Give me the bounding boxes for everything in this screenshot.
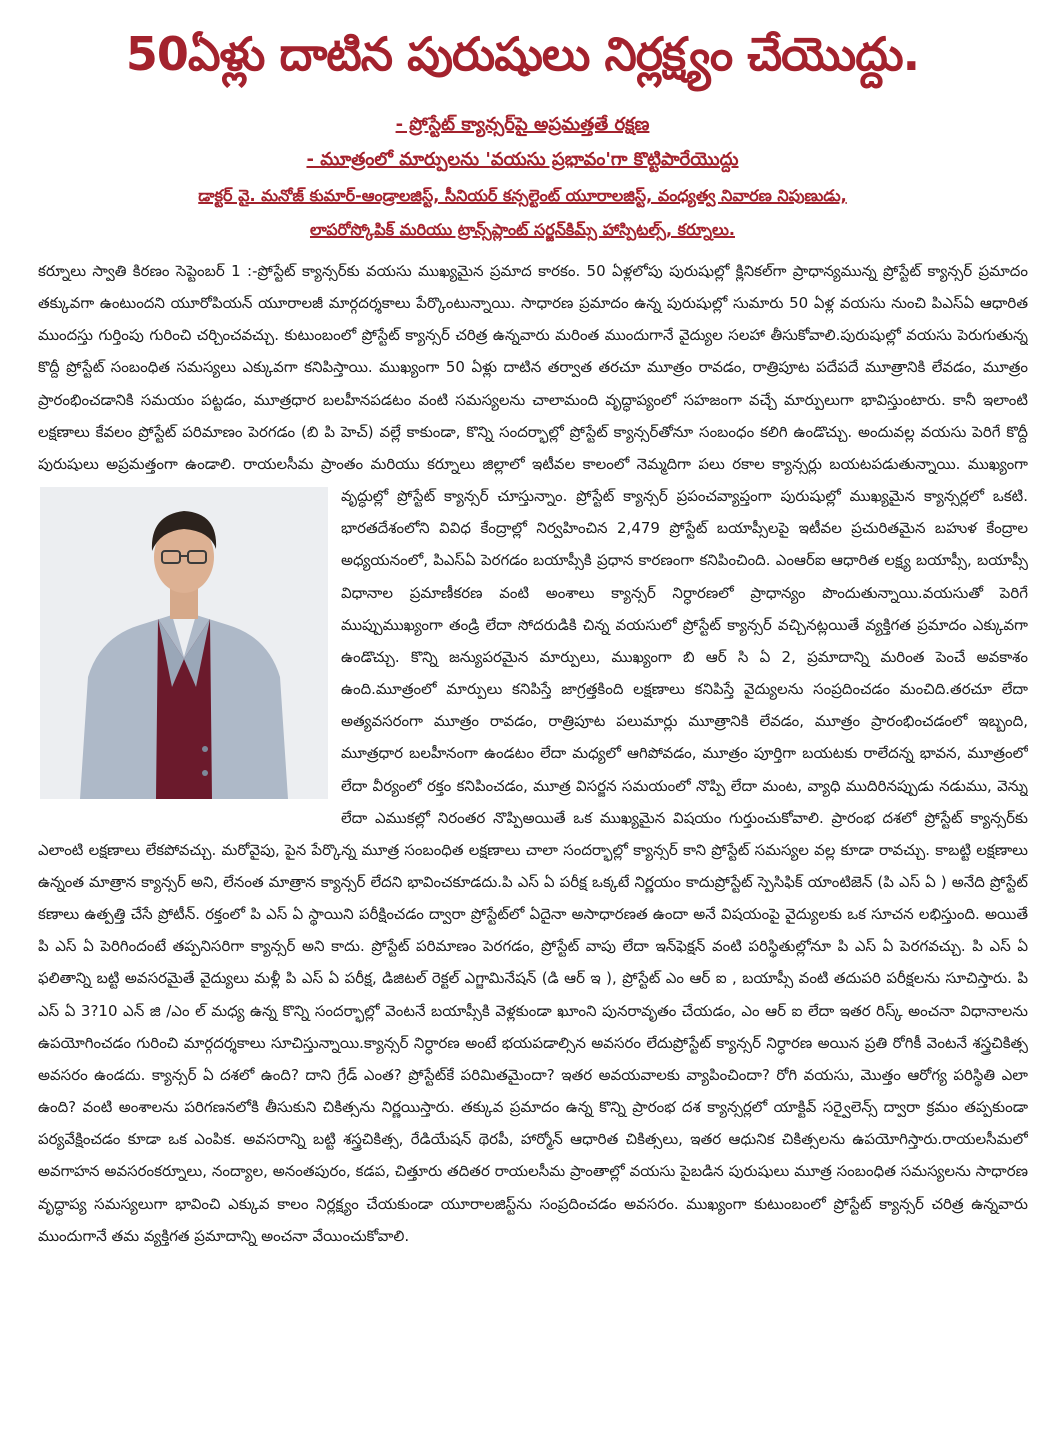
doctor-photo (40, 487, 328, 799)
article-paragraph-intro: కర్నూలు స్వాతి కిరణం సెప్టెంబర్ 1 :-ప్రోస్టేట్ క్యాన్సర్‌కు వయసు ముఖ్యమైన ప్రమాద కారకం. 50 ఏళ్లలోపు పురుషుల్లో క్లినికల్‌గా ప్రాధాన్యమున్న ప్రోస్టేట్ క్యాన్సర్ ప్రమాదం తక్కువగా ఉంటుందని యూరోపియన్ యూరాలజీ మార్గదర్శకాలు పేర్కొంటున్నాయి. సాధారణ ప్రమాదం ఉన్న పురుషుల్లో సుమారు 50 ఏళ్ల వయసు నుంచి పిఎస్ఏ ఆధారిత ముందస్తు గుర్తింపు గురించి చర్చించవచ్చు. కుటుంబంలో ప్రోస్టేట్ క్యాన్సర్ చరిత్ర ఉన్నవారు మరింత ముందుగానే వైద్యుల సలహా తీసుకోవాలి.పురుషుల్లో వయసు పెరుగుతున్న కొద్దీ ప్రోస్టేట్ సంబంధిత సమస్యలు ఎక్కువగా కనిపిస్తాయి. ముఖ్యంగా 50 ఏళ్లు దాటిన తర్వాత తరచూ మూత్రం రావడం, రాత్రిపూట పదేపదే మూత్రానికి లేవడం, మూత్రం ప్రారంభించడానికి సమయం పట్టడం, మూత్రధార బలహీనపడటం వంటి సమస్యలను చాలామంది వృద్ధాప్యంలో సహజంగా వచ్చే మార్పులుగా భావిస్తుంటారు. కానీ ఇలాంటి లక్షణాలు కేవలం ప్రోస్టేట్ పరిమాణం పెరగడం (బి పి హెచ్) వల్లే కాకుండా, కొన్ని సందర్భాల్లో ప్రోస్టేట్ క్యాన్సర్‌తోనూ సంబంధం కలిగి ఉండొచ్చు. అందువల్ల వయసు పెరిగే కొద్దీ పురుషులు అప్రమత్తంగా ఉండాలి. రాయలసీమ ప్రాంతం మరియు కర్నూలు జిల్లాలో ఇటీవల కాలంలో నెమ్మదిగా పలు రకాల క్యాన్సర్లు బయటపడుతున్నాయి. ముఖ్యంగా వృద్ధుల్లో ప్రోస్టేట్ క్యాన్సర్ చూస్తున్నాం. ప్రోస్టేట్ క్యాన్సర్ ప్రపంచవ్యాప్తంగా (38, 262, 1028, 506)
author-credit-line-2: లాపరోస్కోపిక్ మరియు ట్రాన్స్‌ప్లాంట్ సర్జన్‌కిమ్స్ హాస్పిటల్స్, కర్నూలు. (309, 220, 735, 239)
article-paragraph-main: పురుషుల్లో ముఖ్యమైన క్యాన్సర్లలో ఒకటి. భారతదేశంలోని వివిధ కేంద్రాల్లో నిర్వహించిన 2,479 ప్రోస్టేట్ బయాప్సీలపై ఇటీవల ప్రచురితమైన బహుళ కేంద్రాల అధ్యయనంలో, పిఎస్ఏ పెరగడం బయాప్సీకి ప్రధాన కారణంగా కనిపించింది. ఎంఆర్ఐ ఆధారిత లక్ష్య బయాప్సీ, బయాప్సీ విధానాల ప్రమాణీకరణ వంటి అంశాలు క్యాన్సర్ నిర్ధారణలో ప్రాధాన్యం పొందుతున్నాయి.వయసుతో పెరిగే ముప్పుముఖ్యంగా తండ్రి లేదా సోదరుడికి చిన్న వయసులో ప్రోస్టేట్ క్యాన్సర్ వచ్చినట్లయితే వ్యక్తిగత ప్రమాదం ఎక్కువగా ఉండొచ్చు. కొన్ని జన్యుపరమైన మార్పులు, ముఖ్యంగా బి ఆర్ సి ఏ 2, ప్రమాదాన్ని మరింత పెంచే అవకాశం ఉంది.మూత్రంలో మార్పులు కనిపిస్తే జాగ్రత్తకింది లక్షణాలు కనిపిస్తే వైద్యులను సంప్రదించడం మంచిది.తరచూ లేదా అత్యవసరంగా మూత్రం రావడం, రాత్రిపూట పలుమార్లు మూత్రానికి లేవడం, మూత్రం ప్రారంభించడంలో ఇబ్బంది, మూత్రధార బలహీనంగా ఉండటం లేదా మధ్యలో ఆగిపోవడం, మూత్రం పూర్తిగా బయటకు రాలేదన్న భావన, మూత్రంలో లేదా వీర్యంలో రక్తం కనిపించడం, మూత్ర విసర్జన సమయంలో నొప్పి లేదా మంట, వ్యాధి ముదిరినప్పుడు నడుము, వెన్ను లేదా ఎముకల్లో నిరంతర నొప్పిఅయితే ఒక ముఖ్యమైన విషయం గుర్తుంచుకోవాలి. ప్రారంభ దశలో ప్రోస్టేట్ క్యాన్సర్‌కు ఎలాంటి లక్షణాలు లేకపోవచ్చు. మరోవైపు, పైన పేర్కొన్న మూత్ర సంబంధిత లక్షణాలు చాలా సందర్భాల్లో క్యాన్సర్ కాని ప్రోస్టేట్ సమస్యల వల్ల కూడా రావచ్చు. కాబట్టి లక్షణాలు ఉన్నంత మాత్రాన క్యాన్సర్ అని, లేనంత మాత్రాన క్యాన్సర్ లేదని భావించకూడదు.పి ఎస్ ఏ పరీక్ష ఒక్కటే నిర్ణయం కాదుప్రోస్టేట్ స్పెసిఫిక్ యాంటిజెన్ (పి ఎస్ ఏ ) అనేది ప్రోస్టేట్ కణాలు ఉత్పత్తి చేసే ప్రోటీన్. రక్తంలో పి ఎస్ ఏ స్థాయిని పరీక్షించడం ద్వారా ప్రోస్టేట్‌లో ఏదైనా అసాధారణత ఉందా అనే విషయంపై వైద్యులకు ఒక సూచన లభిస్తుంది. అయితే పి ఎస్ ఏ పెరిగిందంటే తప్పనిసరిగా క్యాన్సర్ అని కాదు. ప్రోస్టేట్ పరిమాణం పెరగడం, ప్రోస్టేట్ వాపు లేదా ఇన్‌ఫెక్షన్ వంటి పరిస్థితుల్లోనూ పి ఎస్ ఏ పెరగవచ్చు. పి ఎస్ ఏ ఫలితాన్ని బట్టి అవసరమైతే వైద్యులు మళ్లీ పి ఎస్ ఏ పరీక్ష, డిజిటల్ రెక్టల్ ఎగ్జామినేషన్ (డి ఆర్ ఇ ), ప్రోస్టేట్ ఎం ఆర్ ఐ , బయాప్సీ వంటి తదుపరి పరీక్షలను సూచిస్తారు. పి ఎస్ ఏ 3?10 ఎన్ జి /ఎం ల్ మధ్య ఉన్న కొన్ని సందర్భాల్లో వెంటనే బయాప్సీకి వెళ్లకుండా ఖూంని పునరావృతం చేయడం, ఎం ఆర్ ఐ లేదా ఇతర రిస్క్ అంచనా విధానాలను ఉపయోగించడం గురించి మార్గదర్శకాలు సూచిస్తున్నాయి.క్యాన్సర్ నిర్ధారణ అంటే భయపడాల్సిన అవసరం లేదుప్రోస్టేట్ క్యాన్సర్ నిర్ధారణ అయిన ప్రతి రోగికీ వెంటనే శస్త్రచికిత్స అవసరం ఉండదు. క్యాన్సర్ ఏ దశలో ఉంది? దాని గ్రేడ్ ఎంత? ప్రోస్టేట్‌కే పరిమితమైందా? ఇతర అవయవాలకు వ్యాపించిందా? రోగి వయసు, మొత్తం ఆరోగ్య పరిస్థితి ఎలా ఉంది? వంటి అంశాలను పరిగణనలోకి తీసుకుని చికిత్సను నిర్ణయిస్తారు. తక్కువ ప్రమాదం ఉన్న కొన్ని ప్రారంభ దశ క్యాన్సర్లలో యాక్టివ్ సర్వైలెన్స్ ద్వారా క్రమం తప్పకుండా పర్యవేక్షించడం కూడా ఒక ఎంపిక. అవసరాన్ని బట్టి శస్త్రచికిత్స, రేడియేషన్ థెరపీ, హార్మోన్ ఆధారిత చికిత్సలు, ఇతర ఆధునిక చికిత్సలను ఉపయోగిస్తారు.రాయలసీమలో అవగాహన అవసరంకర్నూలు, నంద్యాల, అనంతపురం, కడప, చిత్తూరు తదితర రాయలసీమ ప్రాంతాల్లో వయసు పైబడిన పురుషులు మూత్ర సంబంధిత సమస్యలను సాధారణ వృద్ధాప్య సమస్యలుగా భావించి ఎక్కువ కాలం నిర్లక్ష్యం చేయకుండా యూరాలజిస్ట్‌ను సంప్రదించడం అవసరం. ముఖ్యంగా కుటుంబంలో ప్రోస్టేట్ క్యాన్సర్ చరిత్ర ఉన్నవారు ముందుగానే తమ వ్యక్తిగత ప్రమాదాన్ని అంచనా వేయించుకోవాలి. (38, 487, 1028, 1245)
headline: 50ఏళ్లు దాటిన పురుషులు నిర్లక్ష్యం చేయొద్దు. (125, 27, 920, 81)
subheading-1: - ప్రోస్టేట్ క్యాన్సర్‌పై అప్రమత్తతే రక్షణ (395, 114, 650, 135)
article-body (38, 255, 1028, 1425)
subheading-2: - మూత్రంలో మార్పులను 'వయసు ప్రభావం'గా కొట్టిపారేయొద్దు (306, 149, 739, 170)
doctor-portrait-illustration (40, 487, 328, 799)
author-credit-line-1: డాక్టర్ వై. మనోజ్ కుమార్-ఆండ్రాలజిస్ట్, సీనియర్ కన్సల్టెంట్ యూరాలజిస్ట్, వంధ్యత్వ నివారణ నిపుణుడు, (198, 186, 847, 205)
